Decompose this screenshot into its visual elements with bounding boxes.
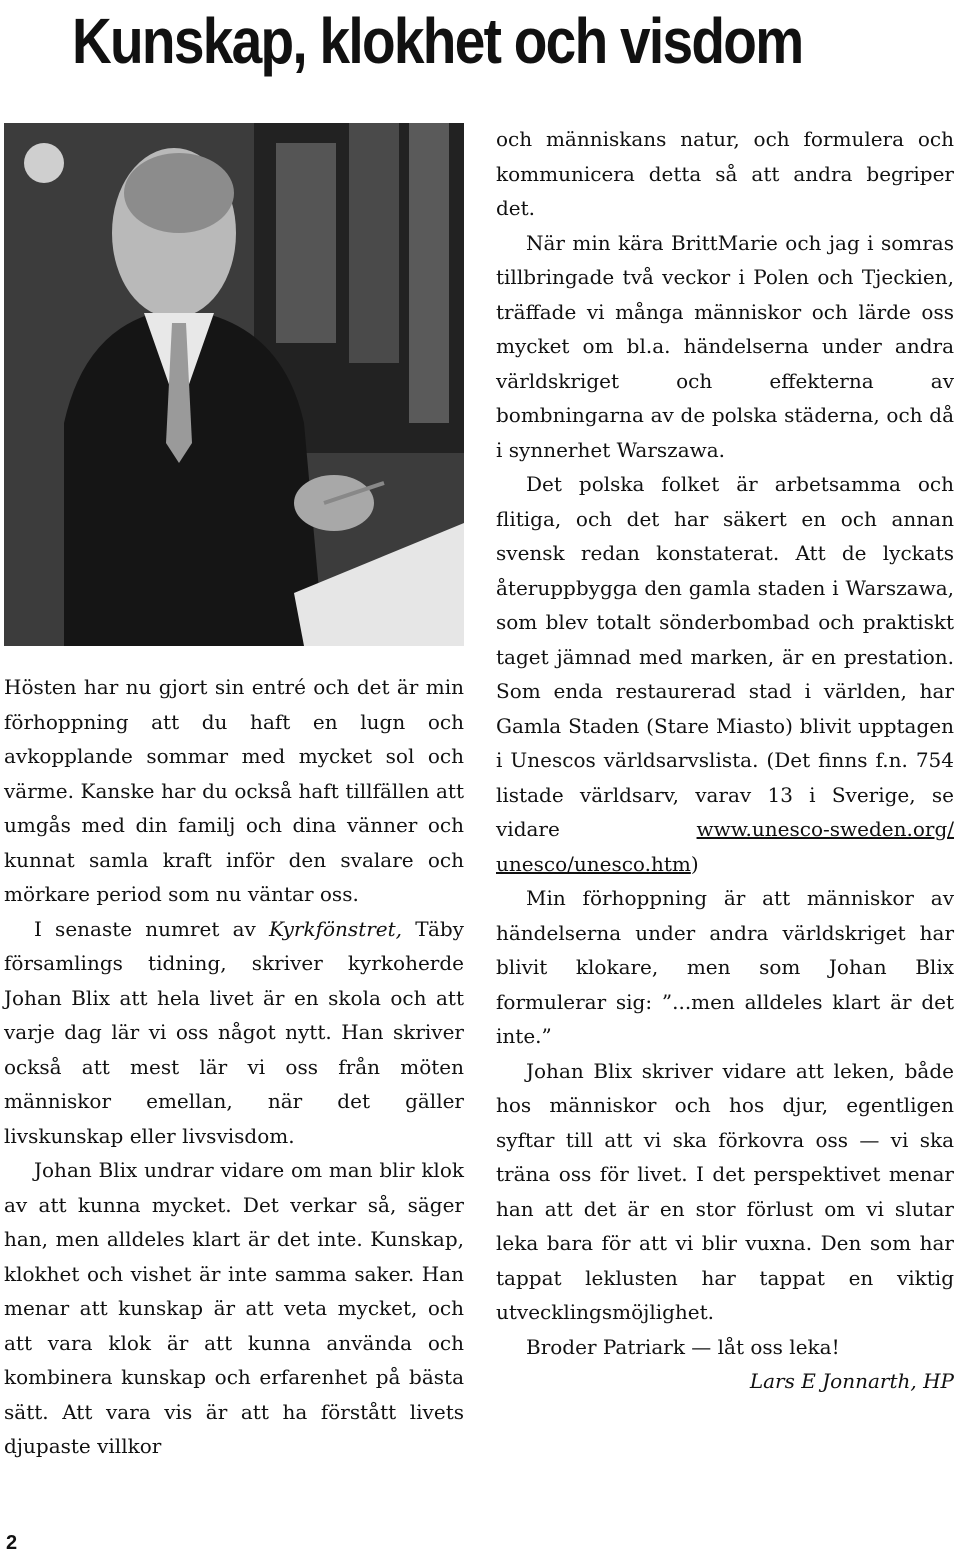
right-column: [496, 122, 954, 1399]
paragraph: Hösten har nu gjort sin entré och det är min förhoppning att du haft en lugn och avkopplande sommar med mycket sol och värme. Kanske har du också haft tillfällen att umgås med din familj och dina vänner och kunnat samla kraft inför den svalare och mörkare period som nu väntar oss.: [4, 675, 464, 906]
paragraph: [4, 912, 464, 1154]
text-run: Täby församlings tidning, skriver kyrkoherde Johan Blix att hela livet är en skola och att varje dag lär vi oss något nytt. Han skriver också att mest lär vi oss från möten människor emellan, när det gäller livskunskap eller livsvisdom.: [4, 916, 464, 1148]
paragraph: Johan Blix undrar vidare om man blir klok av att kunna mycket. Det verkar så, säger han, men alldeles klart är det inte. Kunskap, klokhet och vishet är inte samma saker. Han menar att kunskap är att veta mycket, och att vara klok är att kunna använda och kombinera kunskap och erfarenhet på bästa sätt. Att vara vis är att ha förstått livets djupaste villkor: [4, 1158, 464, 1458]
paragraph: När min kära BrittMarie och jag i somras tillbringade två veckor i Polen och Tjeckien, träffade vi många människor och lärde oss mycket om bl.a. händelserna under andra världskriget och effekterna av bombningarna av de polska städerna, och då i synnerhet Warszawa.: [496, 230, 954, 462]
photo-man-signing-book: [4, 123, 464, 646]
text-run: Det polska folket är arbetsamma och flitiga, och det har säkert en och annan svensk redan konstaterat. Att de lyckats återuppbygga den gamla staden i Warszawa, som blev totalt sönderbombad och praktiskt taget jämnad med marken, är en prestation. Som enda restaurerad stad i världen, har Gamla Staden (Stare Miasto) blivit upptagen i Unescos världsarvslista. (Det finns f.n. 754 listade världsarv, varav 13 i Sverige, se vidare: [496, 472, 954, 841]
unesco-link[interactable]: www.unesco-sweden.org/ unesco/unesco.htm: [496, 817, 954, 876]
text-run: I senaste numret av: [34, 916, 269, 941]
paragraph: [496, 467, 954, 881]
left-column: [4, 670, 464, 1464]
paragraph: Min förhoppning är att människor av händelserna under andra världskriget har blivit klokare, men som Johan Blix formulerar sig: ”...men alldeles klart är det inte.”: [496, 886, 954, 1048]
photo-illustration: [4, 123, 464, 646]
publication-title: Kyrkfönstret,: [268, 916, 403, 941]
headline: Kunskap, klokhet och visdom: [72, 5, 803, 77]
signature: Lars E Jonnarth, HP: [749, 1369, 954, 1393]
paragraph: Johan Blix skriver vidare att leken, både hos människor och hos djur, egentligen syftar till att vi ska förkovra oss — vi ska träna oss för livet. I det perspektivet menar han att det är en stor förlust om vi slutar leka bara för att vi blir vuxna. Den som har tappat leklusten har tappat en viktig utvecklingsmöjlighet.: [496, 1058, 954, 1324]
closing-line: Broder Patriark — låt oss leka!: [526, 1334, 840, 1359]
text-run: ): [690, 851, 699, 876]
page-number: 2: [6, 1532, 18, 1554]
paragraph: och människans natur, och formulera och kommunicera detta så att andra begriper det.: [496, 127, 954, 220]
